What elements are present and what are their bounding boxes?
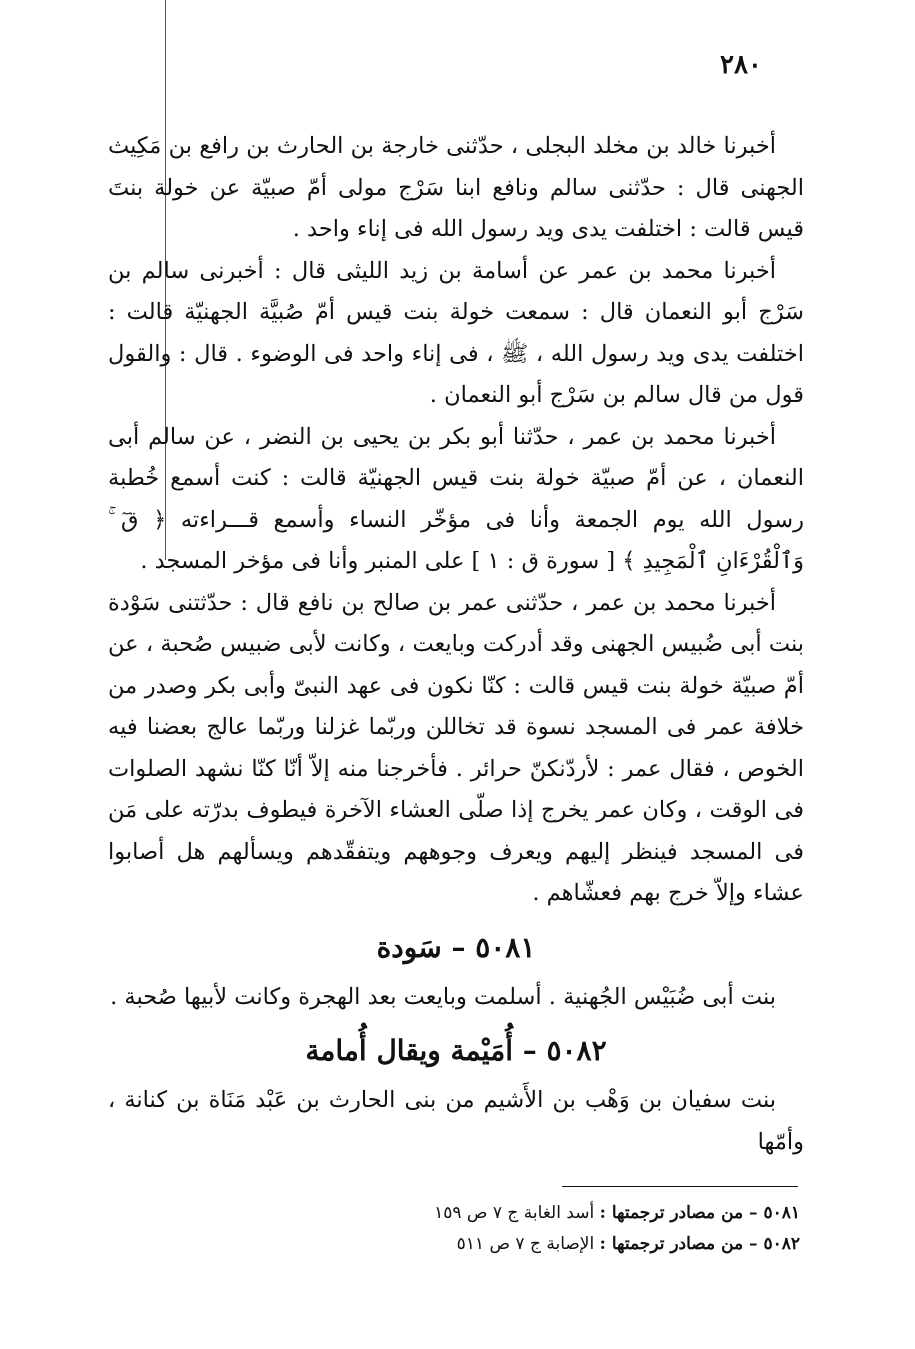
footnote-divider [562, 1186, 798, 1187]
entry-heading-5082: ٥٠٨٢ – أُمَيْمة ويقال أُمامة [305, 1034, 607, 1067]
page-number: ٢٨٠ [720, 50, 762, 80]
entry-heading-5081: ٥٠٨١ – سَودة [376, 930, 536, 964]
footnotes [300, 1198, 800, 1260]
footnote-5081 [300, 1198, 800, 1229]
paragraph-4: أخبرنا محمد بن عمر ، حدّثنى عمر بن صالح بن نافع قال : حدّثتنى سَوْدة بنت أبى ضُبيس الجهنى وقد أدركت وبايعت ، وكانت لأبى ضبيس صُحبة ، عن أمّ صبيّة خولة بنت قيس قالت : كنّا نكون فى عهد النبىّ وأبى بكر وصدر من خلافة عمر فى المسجد نسوة قد تخاللن وربّما غزلنا وربّما عالج بعضنا فيه الخوص ، فقال عمر : لأردّنكنّ حرائر . فأخرجنا منه إلاّ أنّا كنّا نشهد الصلوات فى الوقت ، وكان عمر يخرج إذا صلّى العشاء الآخرة فيطوف بدرّته على مَن فى المسجد فينظر إليهم ويعرف وجوههم ويتفقّدهم ويسألهم هل أصابوا عشاء وإلاّ خرج بهم فعشّاهم . [108, 589, 804, 906]
footnote-label: ٥٠٨٢ – من مصادر ترجمتها : [599, 1234, 800, 1254]
footnote-source: أسد الغابة ج ٧ ص ١٥٩ [434, 1203, 595, 1223]
main-text [108, 126, 804, 1163]
paragraph-1: أخبرنا خالد بن مخلد البجلى ، حدّثنى خارجة بن الحارث بن رافع بن مَكِيث الجهنى قال : حدّثنى سالم ونافع ابنا سَرْج مولى أمّ صبيّة عن خولة بنتَ قيس قالت : اختلفت يدى ويد رسول الله فى إناء واحد . [108, 133, 804, 242]
paragraph-3: أخبرنا محمد بن عمر ، حدّثنا أبو بكر بن يحيى بن النضر ، عن سالم أبى النعمان ، عن أمّ صبيّة خولة بنت قيس الجهنيّة قالت : كنت أسمع خُطبة رسول الله يوم الجمعة وأنا فى مؤخّر النساء وأسمع قـــراءته ﴿ قٓ ۚ وَٱلْقُرْءَانِ ٱلْمَجِيدِ ﴾ [ سورة ق : ١ ] على المنبر وأنا فى مؤخر المسجد . [108, 423, 804, 574]
paragraph-2: أخبرنا محمد بن عمر عن أسامة بن زيد الليثى قال : أخبرنى سالم بن سَرْج أبو النعمان قال : سمعت خولة بنت قيس أمّ صُبيَّة الجهنيّة قالت : اختلفت يدى ويد رسول الله ، ﷺ ، فى إناء واحد فى الوضوء . قال : والقول قول من قال سالم بن سَرْج أبو النعمان . [108, 257, 804, 408]
entry-text-5082: بنت سفيان بن وَهْب بن الأَشيم من بنى الحارث بن عَبْد مَنَاة بن كنانة ، وأمّها [108, 1087, 804, 1155]
entry-text-5081: بنت أبى ضُبَيْس الجُهنية . أسلمت وبايعت بعد الهجرة وكانت لأبيها صُحبة . [110, 983, 776, 1010]
footnote-5082 [300, 1229, 800, 1260]
footnote-source: الإصابة ج ٧ ص ٥١١ [456, 1234, 595, 1254]
footnote-label: ٥٠٨١ – من مصادر ترجمتها : [599, 1203, 800, 1223]
